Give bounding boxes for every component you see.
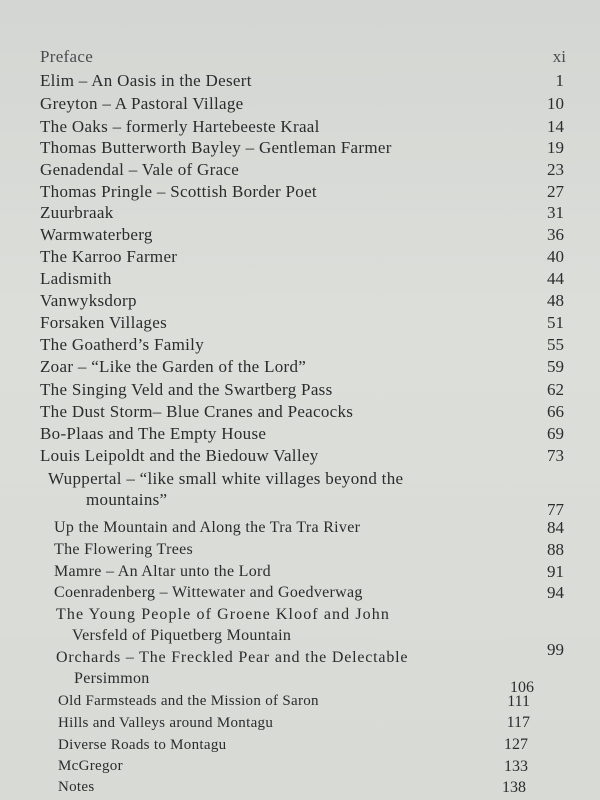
toc-page-warmwaterberg: 36 (547, 225, 564, 244)
toc-page-forsaken-villages: 51 (547, 313, 564, 332)
toc-title-orchards: Orchards – The Freckled Pear and the Delectable (56, 649, 409, 666)
toc-page-notes: 138 (502, 779, 526, 796)
toc-title-forsaken-villages: Forsaken Villages (40, 313, 167, 332)
toc-page-orchards: 106 (510, 679, 534, 696)
toc-title-karroo-farmer: The Karroo Farmer (40, 247, 178, 266)
toc-page-goatherd: 55 (547, 335, 564, 354)
toc-title-wuppertal: Wuppertal – “like small white villages beyond the (48, 469, 404, 488)
toc-page-genadendal: 23 (547, 160, 564, 179)
toc-title-zuurbraak: Zuurbraak (40, 203, 114, 222)
toc-page-mamre: 91 (547, 562, 564, 581)
toc-page-bo-plaas: 69 (547, 424, 564, 443)
toc-page-hills-valleys: 117 (506, 714, 530, 731)
toc-page-saron: 111 (507, 693, 530, 710)
toc-page-mcgregor: 133 (504, 758, 528, 775)
toc-title-hills-valleys: Hills and Valleys around Montagu (58, 715, 274, 731)
toc-title-pringle: Thomas Pringle – Scottish Border Poet (40, 182, 317, 201)
toc-title-mcgregor: McGregor (58, 758, 123, 774)
toc-page-wuppertal: 77 (547, 500, 564, 519)
toc-title-notes: Notes (58, 779, 95, 795)
toc-title-groene-kloof-cont: Versfeld of Piquetberg Mountain (72, 627, 292, 644)
toc-page-flowering-trees: 88 (547, 540, 564, 559)
toc-title-bo-plaas: Bo-Plaas and The Empty House (40, 424, 267, 443)
toc-page-bayley: 19 (547, 138, 564, 157)
toc-title-greyton: Greyton – A Pastoral Village (40, 94, 244, 113)
toc-title-zoar: Zoar – “Like the Garden of the Lord” (40, 357, 307, 376)
toc-page-coenradenberg: 94 (547, 583, 564, 602)
toc-title-the-oaks: The Oaks – formerly Hartebeeste Kraal (40, 117, 320, 136)
toc-page-zoar: 59 (547, 357, 564, 376)
toc-title-ladismith: Ladismith (40, 269, 112, 288)
toc-page-groene-kloof: 99 (547, 640, 564, 659)
toc-title-leipoldt: Louis Leipoldt and the Biedouw Valley (40, 446, 319, 465)
toc-title-genadendal: Genadendal – Vale of Grace (40, 160, 240, 179)
toc-page-diverse-roads: 127 (504, 736, 528, 753)
toc-title-goatherd: The Goatherd’s Family (40, 335, 204, 354)
toc-page-zuurbraak: 31 (547, 203, 564, 222)
toc-title-wuppertal-cont: mountains” (86, 490, 168, 509)
toc-page-ladismith: 44 (547, 269, 564, 288)
toc-title-groene-kloof: The Young People of Groene Kloof and John (56, 606, 390, 623)
toc-page-pringle: 27 (547, 182, 564, 201)
toc-title-elim: Elim – An Oasis in the Desert (40, 71, 252, 90)
toc-title-orchards-cont: Persimmon (74, 670, 150, 687)
toc-title-warmwaterberg: Warmwaterberg (40, 225, 153, 244)
toc-page-tra-tra: 84 (547, 518, 564, 537)
toc-title-bayley: Thomas Butterworth Bayley – Gentleman Farmer (40, 138, 392, 157)
toc-page-vanwyksdorp: 48 (547, 291, 564, 310)
toc-page-dust-storm: 66 (547, 402, 564, 421)
toc-title-preface: Preface (40, 47, 94, 66)
toc-page-preface: xi (552, 47, 566, 66)
toc-title-vanwyksdorp: Vanwyksdorp (40, 291, 137, 310)
toc-page-karroo-farmer: 40 (547, 247, 564, 266)
toc-page-elim: 1 (555, 71, 564, 90)
toc-title-flowering-trees: The Flowering Trees (54, 541, 194, 558)
toc-title-coenradenberg: Coenradenberg – Wittewater and Goedverwag (54, 584, 363, 601)
toc-page-singing-veld: 62 (547, 380, 564, 399)
toc-title-singing-veld: The Singing Veld and the Swartberg Pass (40, 380, 333, 399)
toc-page-greyton: 10 (547, 94, 564, 113)
toc-title-dust-storm: The Dust Storm– Blue Cranes and Peacocks (40, 402, 354, 421)
toc-page-the-oaks: 14 (547, 117, 564, 136)
toc-title-diverse-roads: Diverse Roads to Montagu (58, 737, 227, 753)
toc-title-saron: Old Farmsteads and the Mission of Saron (58, 693, 319, 709)
toc-page-leipoldt: 73 (547, 446, 564, 465)
toc-title-tra-tra: Up the Mountain and Along the Tra Tra River (54, 519, 361, 536)
toc-title-mamre: Mamre – An Altar unto the Lord (54, 563, 271, 580)
